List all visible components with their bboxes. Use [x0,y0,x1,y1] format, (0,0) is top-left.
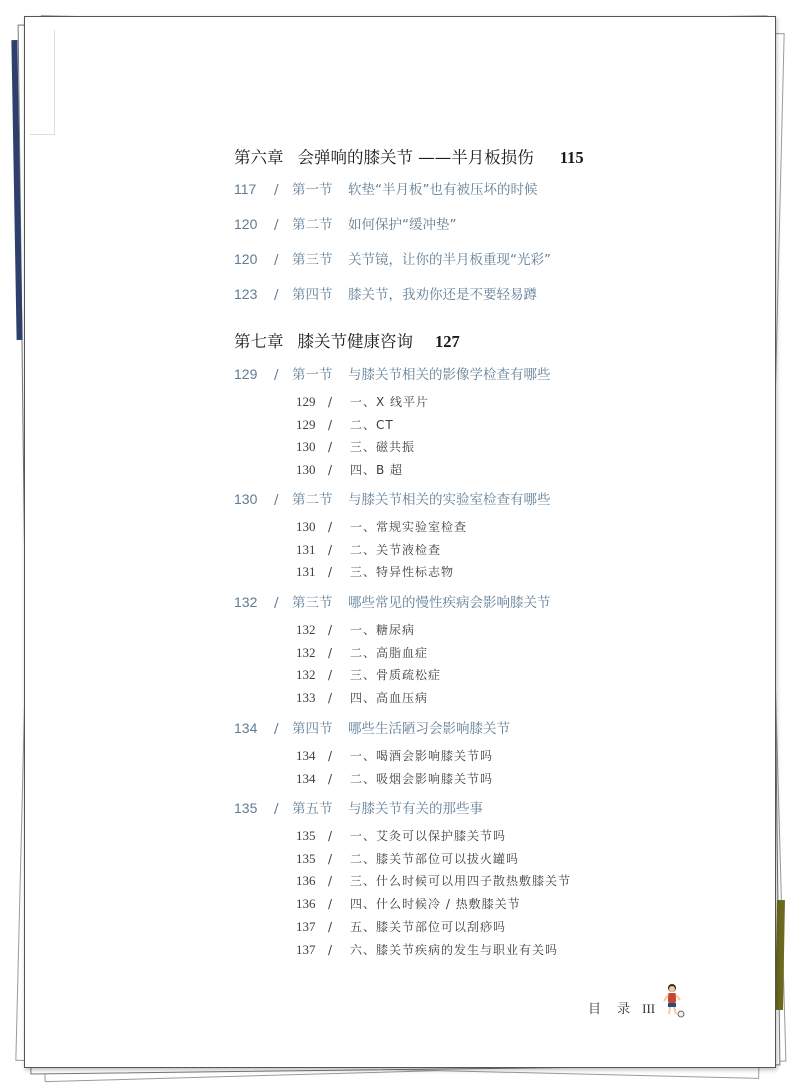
section-page: 130 [234,491,258,507]
section-entry[interactable] [234,797,483,817]
separator: / [274,367,279,383]
section-page: 120 [234,251,258,267]
separator: / [274,492,279,508]
separator: / [328,829,334,843]
subsection-entry[interactable] [296,621,415,638]
subsection-title: 一、X 线平片 [350,395,430,409]
section-entry[interactable] [234,488,551,508]
separator: / [274,801,279,817]
chapter-heading[interactable] [234,328,460,352]
subsection-page: 135 [296,828,316,843]
separator: / [274,595,279,611]
subsection-title: 二、关节液检查 [350,542,442,557]
separator: / [328,851,334,866]
subsection-page: 134 [296,748,316,763]
section-entry[interactable] [234,363,551,383]
subsection-page: 136 [296,896,316,912]
separator: / [328,520,334,534]
section-page: 129 [234,366,258,382]
subsection-entry[interactable] [296,827,506,844]
subsection-title: 一、艾灸可以保护膝关节吗 [350,829,507,843]
subsection-page: 130 [296,439,316,455]
subsection-entry[interactable] [296,941,558,958]
section-page: 135 [234,800,258,816]
subsection-title: 二、CT [350,417,394,432]
separator: / [274,287,279,303]
section-title: 与膝关节有关的那些事 [348,801,483,817]
subsection-page: 137 [296,941,316,957]
subsection-title: 五、膝关节部位可以刮痧吗 [350,919,507,934]
subsection-page: 131 [296,541,316,557]
subsection-entry[interactable] [296,918,506,935]
subsection-page: 131 [296,564,316,580]
section-title: 软垫“半月板”也有被压坏的时候 [348,182,538,198]
separator: / [328,395,334,409]
section-number: 第一节 [292,182,333,198]
subsection-title: 三、磁共振 [350,440,416,455]
section-title: 关节镜，让你的半月板重现“光彩” [348,252,551,268]
separator: / [328,874,334,889]
section-title: 哪些常见的慢性疾病会影响膝关节 [348,595,551,611]
subsection-page: 130 [296,462,316,478]
section-title: 膝关节，我劝你还是不要轻易蹲 [348,287,537,303]
subsection-title: 一、常规实验室检查 [350,520,468,534]
separator: / [328,749,334,763]
chapter-page: 115 [559,148,584,167]
section-page: 117 [234,181,257,197]
section-number: 第二节 [292,217,333,233]
subsection-title: 四、什么时候冷 / 热敷膝关节 [350,897,521,912]
subsection-title: 二、高脂血症 [350,645,429,660]
section-number: 第四节 [292,287,333,303]
section-title: 与膝关节相关的影像学检查有哪些 [348,367,551,383]
separator: / [328,463,334,478]
subsection-entry[interactable] [296,689,428,706]
boy-with-ball-icon [660,982,686,1018]
section-title: 与膝关节相关的实验室检查有哪些 [348,492,551,508]
subsection-page: 130 [296,519,316,534]
separator: / [328,897,334,912]
section-number: 第二节 [292,492,333,508]
corner-mark [30,30,55,135]
section-number: 第三节 [292,252,333,268]
subsection-page: 134 [296,770,316,786]
subsection-entry[interactable] [296,770,493,787]
section-entry[interactable] [234,178,538,198]
subsection-page: 136 [296,873,316,889]
separator: / [328,691,334,706]
separator: / [328,942,334,957]
subsection-title: 六、膝关节疾病的发生与职业有关吗 [350,942,559,957]
separator: / [328,542,334,557]
subsection-title: 三、什么时候可以用四子散热敷膝关节 [350,874,572,889]
subsection-entry[interactable] [296,747,493,764]
chapter-page: 127 [435,332,460,351]
subsection-title: 三、骨质疏松症 [350,668,442,683]
separator: / [328,919,334,934]
subsection-entry[interactable] [296,644,428,661]
section-page: 120 [234,216,258,232]
chapter-title: 会弹响的膝关节 ——半月板损伤 [297,148,534,167]
section-page: 132 [234,594,258,610]
separator: / [328,565,334,580]
subsection-page: 137 [296,918,316,934]
footer-label: 目 录 [588,1002,637,1017]
subsection-page: 132 [296,644,316,660]
chapter-heading[interactable] [234,144,584,168]
separator: / [328,417,334,432]
subsection-page: 129 [296,416,316,432]
subsection-entry[interactable] [296,438,415,455]
subsection-entry[interactable] [296,895,521,912]
chapter-title: 膝关节健康咨询 [297,332,413,351]
subsection-page: 132 [296,622,316,637]
subsection-page: 129 [296,394,316,409]
footer-page-number: III [642,1001,656,1016]
section-entry[interactable] [234,591,551,611]
section-number: 第三节 [292,595,333,611]
separator: / [328,440,334,455]
chapter-number: 第七章 [234,332,284,351]
subsection-title: 四、高血压病 [350,691,429,706]
section-entry[interactable] [234,248,551,268]
subsection-entry[interactable] [296,872,571,889]
separator: / [328,623,334,637]
separator: / [274,217,279,233]
subsection-entry[interactable] [296,850,519,867]
section-number: 第五节 [292,801,333,817]
subsection-entry[interactable] [296,461,403,478]
separator: / [274,182,279,198]
section-entry[interactable] [234,213,457,233]
subsection-entry[interactable] [296,518,467,535]
separator: / [328,668,334,683]
subsection-title: 三、特异性标志物 [350,565,455,580]
subsection-page: 132 [296,667,316,683]
subsection-title: 四、B 超 [350,463,404,478]
section-entry[interactable] [234,717,510,737]
section-title: 如何保护“缓冲垫” [348,217,457,233]
separator: / [328,645,334,660]
subsection-entry[interactable] [296,541,441,558]
subsection-title: 二、膝关节部位可以拔火罐吗 [350,851,520,866]
subsection-title: 一、喝酒会影响膝关节吗 [350,749,494,763]
section-number: 第一节 [292,367,333,383]
separator: / [274,252,279,268]
section-entry[interactable] [234,283,537,303]
separator: / [328,771,334,786]
subsection-entry[interactable] [296,393,429,410]
section-page: 134 [234,720,258,736]
section-title: 哪些生活陋习会影响膝关节 [348,721,510,737]
subsection-title: 一、糖尿病 [350,623,416,637]
subsection-title: 二、吸烟会影响膝关节吗 [350,771,494,786]
subsection-page: 133 [296,690,316,706]
page-footer [588,998,655,1017]
section-number: 第四节 [292,721,333,737]
separator: / [274,721,279,737]
subsection-entry[interactable] [296,416,394,433]
subsection-page: 135 [296,850,316,866]
subsection-entry[interactable] [296,666,441,683]
chapter-number: 第六章 [234,148,284,167]
subsection-entry[interactable] [296,563,454,580]
section-page: 123 [234,286,258,302]
